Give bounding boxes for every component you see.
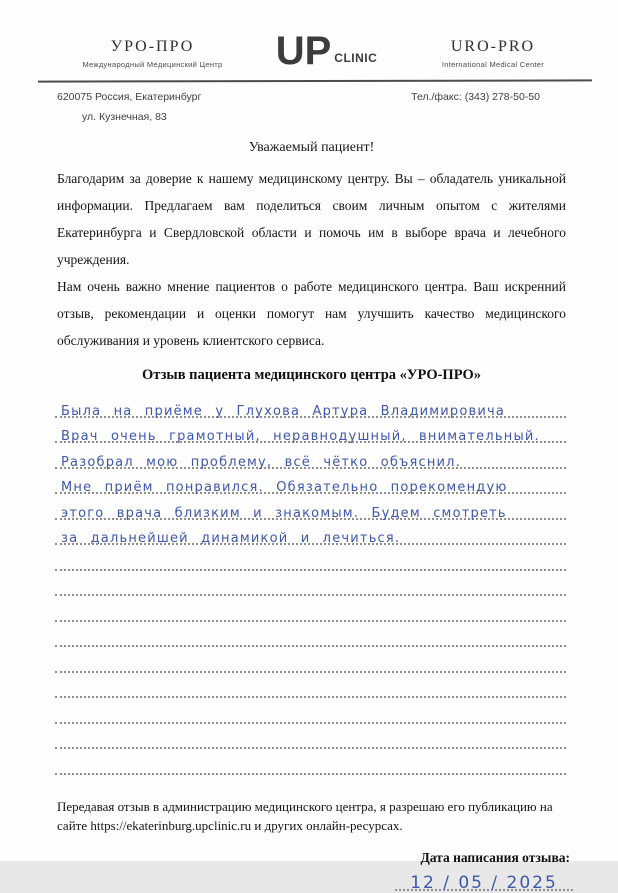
review-line-empty — [55, 647, 566, 673]
address-line-1: 620075 Россия, Екатеринбург — [57, 91, 202, 103]
handwritten-text: этого врача близким и знакомым. Будем смотреть — [61, 505, 507, 521]
brand-right-title: URO-PRO — [450, 38, 536, 55]
salutation: Уважаемый пациент! — [248, 140, 375, 155]
up-clinic-logo-sub: CLINIC — [334, 51, 378, 65]
letter-paragraph-2: Нам очень важно мнение пациентов о работе медицинского центра. Ваш искренний отзыв, рекомендации и оценки помогут нам улучшить качество медицинского обслуживания и уровень клиентского сервиса. — [57, 279, 566, 348]
review-line-handwritten — [55, 469, 566, 495]
review-line-handwritten — [55, 520, 566, 546]
handwritten-text: Была на приёме у Глухова Артура Владимировича — [61, 403, 506, 419]
handwritten-date: 12 / 05 / 2025 — [410, 872, 558, 893]
review-line-handwritten — [55, 443, 566, 469]
review-line-handwritten — [55, 392, 566, 418]
handwritten-text: Врач очень грамотный, неравнодушный, внимательный. — [61, 429, 540, 444]
review-line-empty — [55, 571, 566, 597]
review-lines-area — [55, 392, 566, 775]
review-line-empty — [55, 545, 566, 571]
address-line-2: ул. Кузнечная, 83 — [82, 111, 167, 123]
handwritten-text: Разобрал мою проблему, всё чётко объяснил. — [61, 454, 462, 470]
brand-left — [60, 38, 245, 69]
letter-paragraph-1: Благодарим за доверие к нашему медицинскому центру. Вы – обладатель уникальной информации. Предлагаем вам поделиться своим личным опытом с жителями Екатеринбурга и Свердловской области и помочь им в выборе врача и лечебного учреждения. — [57, 171, 566, 267]
letterhead — [0, 0, 618, 73]
brand-left-title: УРО-ПРО — [110, 38, 195, 55]
review-line-empty — [55, 724, 566, 750]
consent-text: Передавая отзыв в администрацию медицинского центра, я разрешаю его публикацию на сайте https://ekaterinburg.upclinic.ru и других онлайн-ресурсах. — [57, 798, 553, 833]
review-line-empty — [55, 673, 566, 699]
brand-left-subtitle: Международный Медицинский Центр — [82, 60, 223, 69]
review-line-empty — [55, 622, 566, 648]
brand-right-subtitle: International Medical Center — [441, 60, 545, 69]
up-clinic-logo-main: UP — [275, 29, 332, 73]
date-dotted-line — [395, 869, 573, 891]
date-label: Дата написания отзыва: — [420, 849, 570, 865]
review-line-empty — [55, 698, 566, 724]
letter-body — [0, 140, 618, 384]
address-block — [57, 91, 201, 123]
review-line-handwritten — [55, 494, 566, 520]
handwritten-text: Мне приём понравился. Обязательно порекомендую — [61, 480, 508, 495]
review-line-handwritten — [55, 418, 566, 444]
handwritten-text: за дальнейшей динамикой и лечиться. — [61, 531, 401, 546]
contact-row — [0, 82, 618, 123]
brand-right — [408, 38, 578, 69]
review-line-empty — [55, 749, 566, 775]
up-clinic-logo — [275, 29, 378, 73]
phone-fax: Тел./факс: (343) 278-50-50 — [411, 91, 540, 103]
review-line-empty — [55, 596, 566, 622]
review-heading: Отзыв пациента медицинского центра «УРО-ПРО» — [141, 367, 481, 383]
